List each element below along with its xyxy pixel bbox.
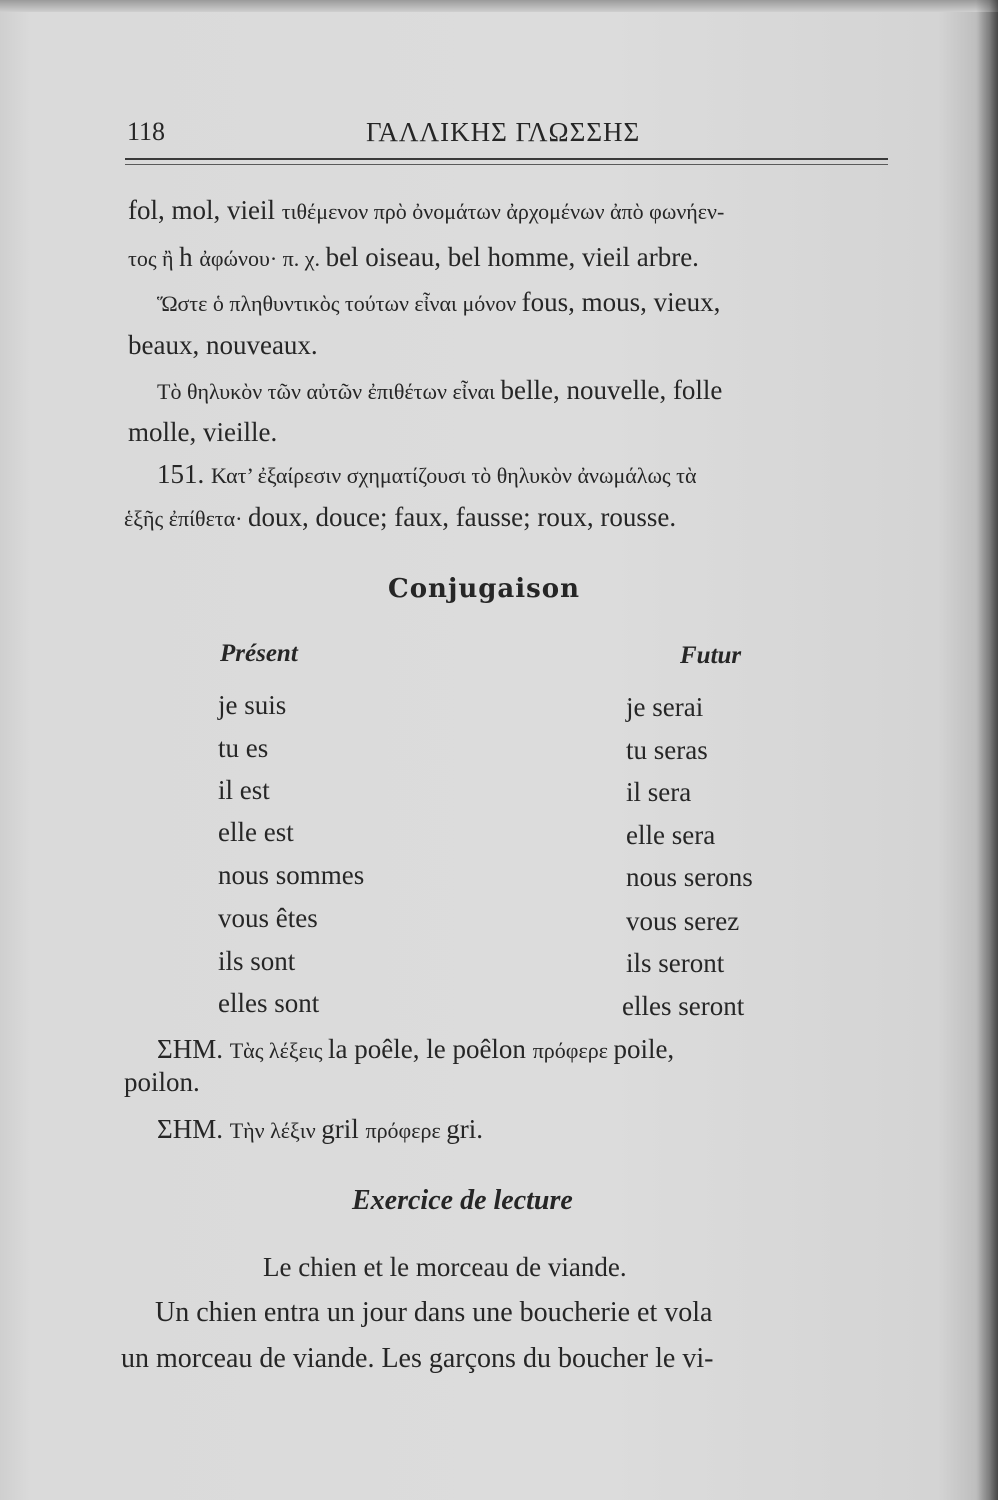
- present-form: vous êtes: [218, 903, 318, 933]
- exercise-subtitle: Le chien et le morceau de viande.: [263, 1252, 627, 1282]
- page-top-edge: [0, 0, 998, 12]
- note-line: ΣΗΜ. Τὴν λέξιν gril πρόφερε gri.: [157, 1114, 483, 1144]
- paragraph-line: fol, mol, vieil τιθέμενον πρὸ ὀνομάτων ἀρχομένων ἀπὸ φωνήεν-: [128, 195, 725, 225]
- paragraph-line: ἑξῆς ἐπίθετα· doux, douce; faux, fausse; roux, rousse.: [124, 502, 677, 532]
- paragraph-line: 151. Κατ’ ἐξαίρεσιν σχηματίζουσι τὸ θηλυκὸν ἀνωμάλως τὰ: [157, 459, 697, 489]
- note-label: ΣΗΜ.: [157, 1114, 230, 1144]
- present-form: il est: [218, 775, 270, 805]
- present-form: je suis: [218, 690, 287, 720]
- paragraph-line: Τὸ θηλυκὸν τῶν αὐτῶν ἐπιθέτων εἶναι belle, nouvelle, folle: [157, 375, 723, 405]
- future-form: je serai: [626, 692, 704, 722]
- present-form: tu es: [218, 733, 269, 763]
- header-rule-thin: [125, 164, 888, 165]
- exercise-heading: Exercice de lecture: [352, 1185, 573, 1216]
- note-line: ΣΗΜ. Τὰς λέξεις la poêle, le poêlon πρόφερε poile,: [157, 1034, 675, 1064]
- page-binding-shadow: [976, 0, 998, 1500]
- note-label: ΣΗΜ.: [157, 1034, 230, 1064]
- header-rule: [125, 158, 888, 160]
- section-heading: Conjugaison: [388, 574, 581, 604]
- future-form: tu seras: [626, 735, 708, 765]
- future-form: elles seront: [622, 991, 745, 1021]
- present-column-heading: Présent: [220, 640, 298, 667]
- present-form: elles sont: [218, 988, 320, 1018]
- paragraph-line: Ὥστε ὁ πληθυντικὸς τούτων εἶναι μόνον fous, mous, vieux,: [157, 287, 721, 317]
- paragraph-line: beaux, nouveaux.: [128, 330, 318, 360]
- running-header: ΓΑΛΛΙΚΗΣ ΓΛΩΣΣΗΣ: [366, 117, 641, 147]
- future-form: ils seront: [626, 948, 725, 978]
- present-form: ils sont: [218, 946, 296, 976]
- paragraph-line: Un chien entra un jour dans une boucherie et vola: [155, 1297, 713, 1328]
- page-number: 118: [127, 117, 166, 146]
- future-form: elle sera: [626, 820, 716, 850]
- future-column-heading: Futur: [680, 642, 742, 669]
- paragraph-line: molle, vieille.: [128, 417, 278, 447]
- section-number: 151.: [157, 459, 211, 489]
- present-form: elle est: [218, 817, 294, 847]
- paragraph-line: τος ἢ h ἀφώνου· π. χ. bel oiseau, bel homme, vieil arbre.: [128, 242, 699, 272]
- present-form: nous sommes: [218, 860, 365, 890]
- future-form: il sera: [626, 777, 692, 807]
- paragraph-line: un morceau de viande. Les garçons du boucher le vi-: [121, 1343, 714, 1374]
- future-form: vous serez: [626, 906, 740, 936]
- note-line: poilon.: [124, 1067, 200, 1097]
- future-form: nous serons: [626, 862, 753, 892]
